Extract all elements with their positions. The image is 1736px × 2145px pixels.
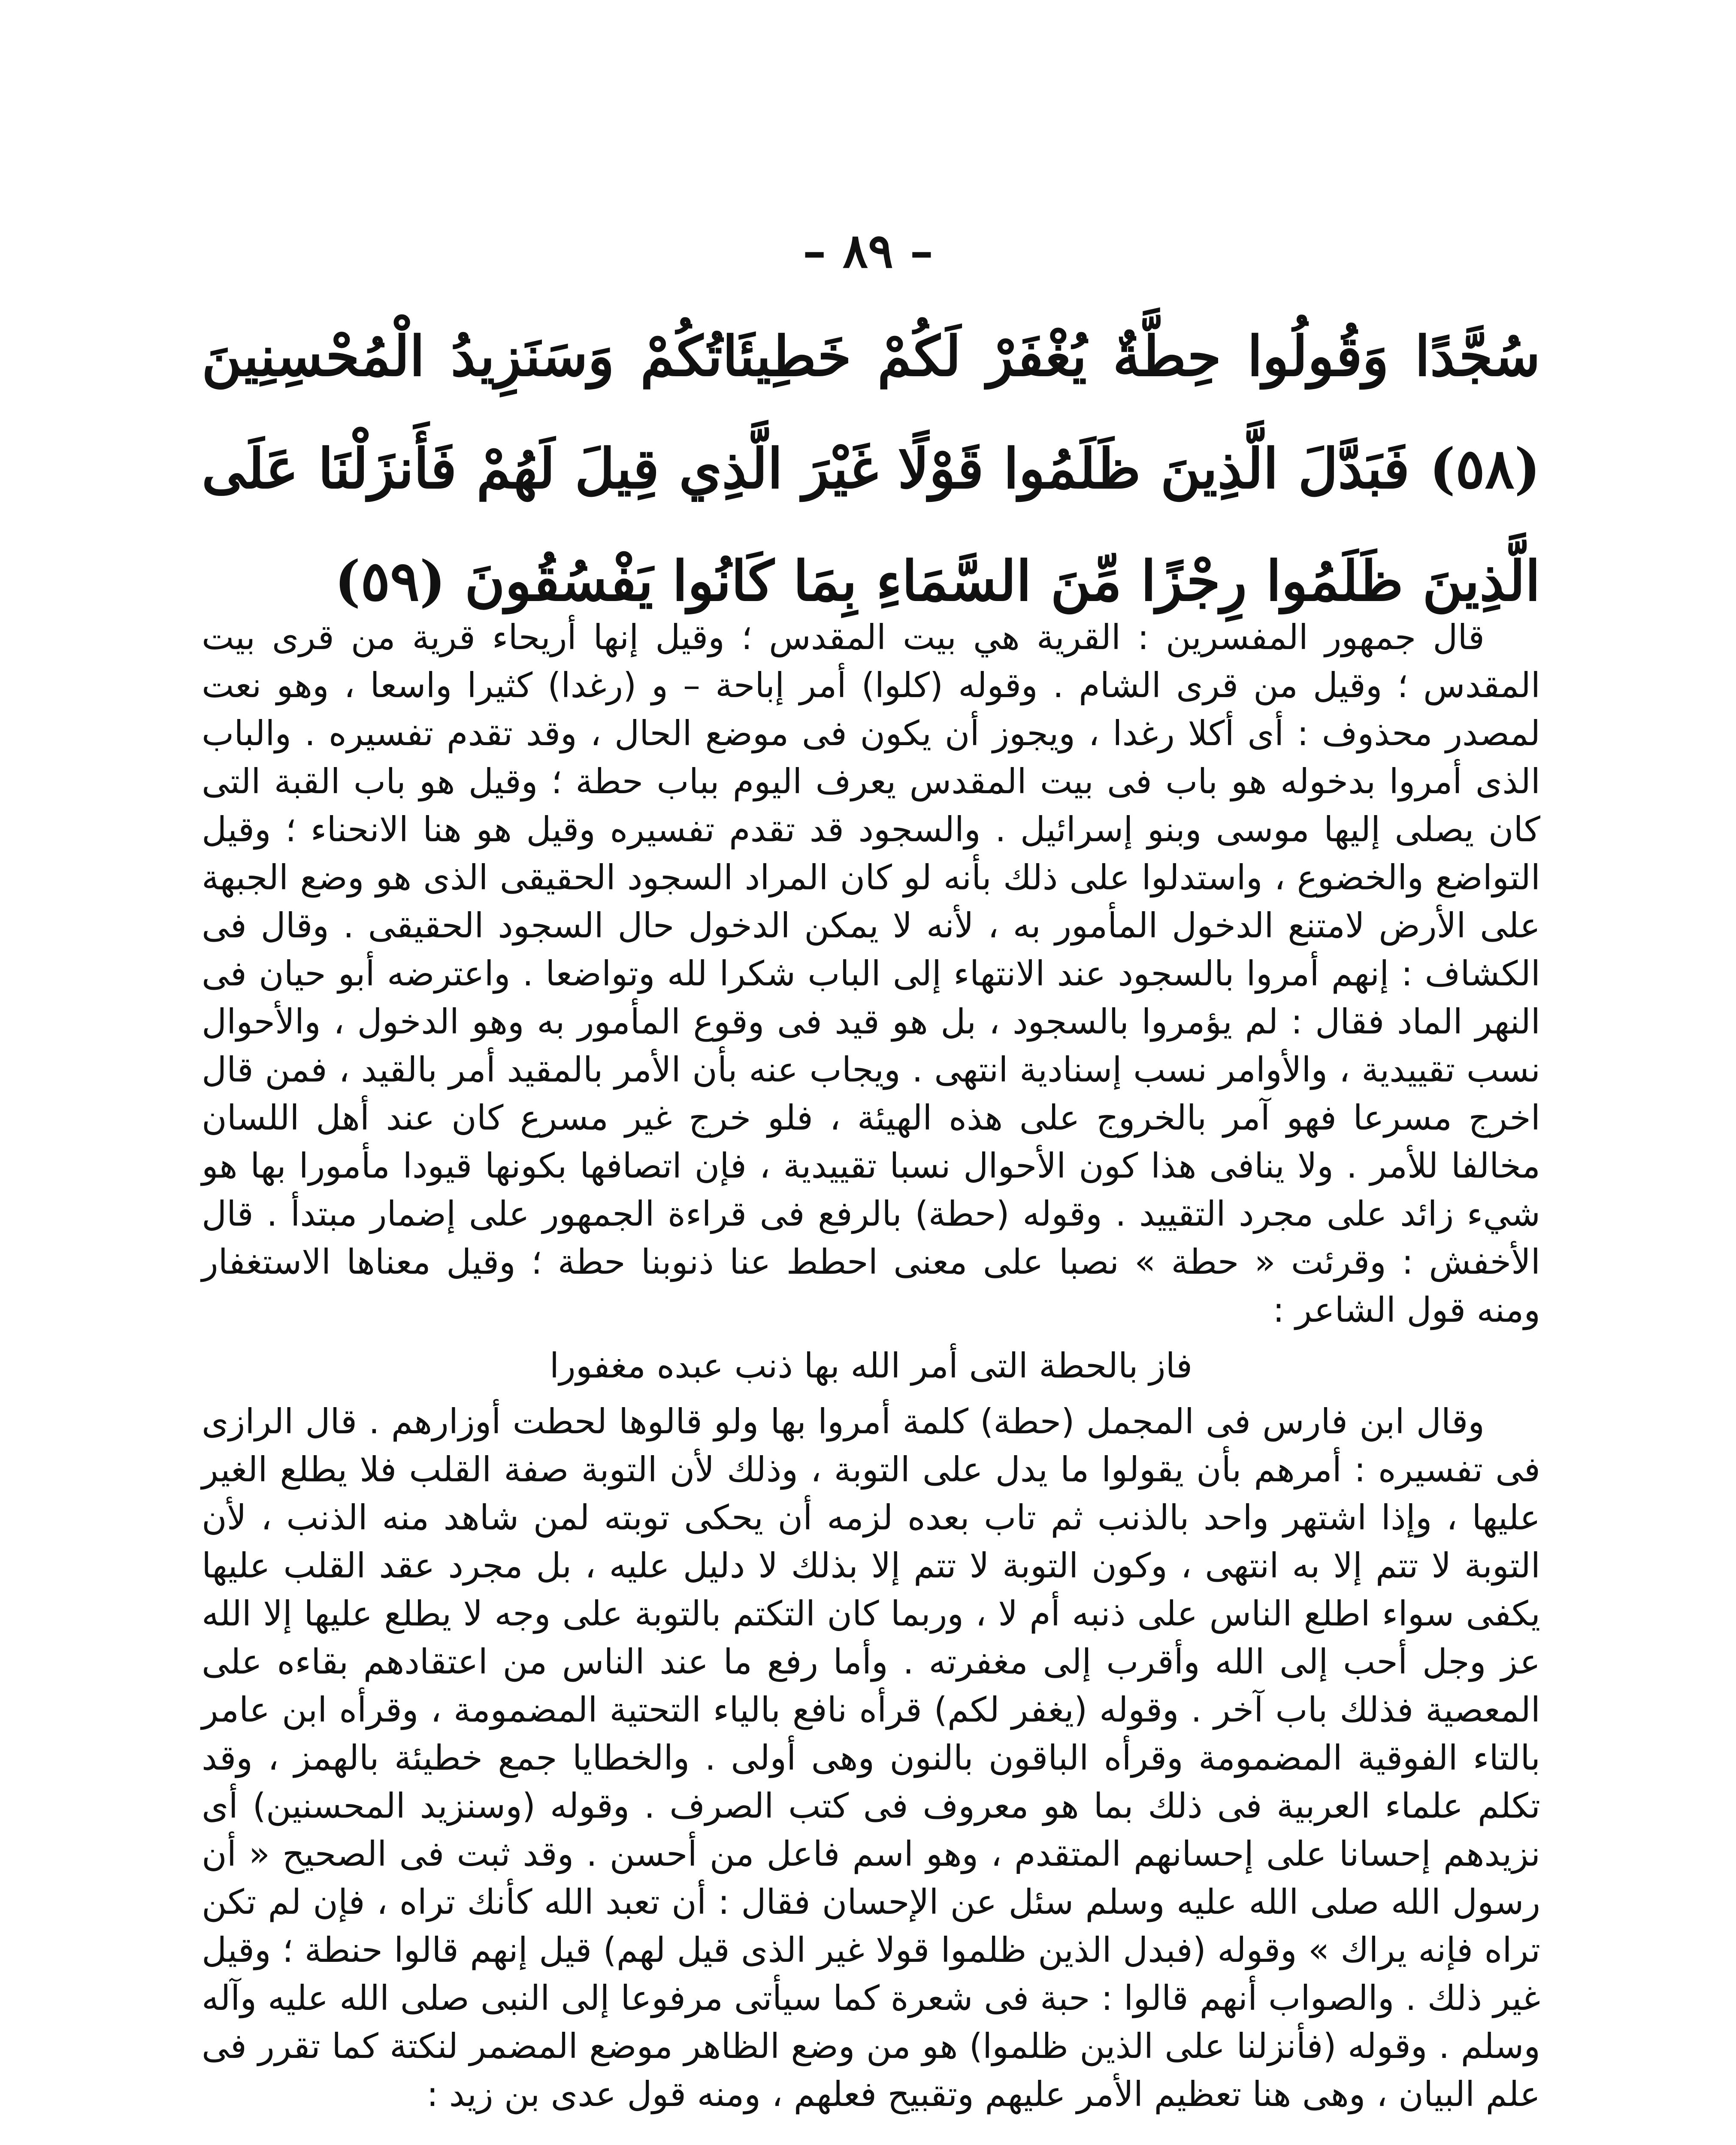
commentary — [202, 613, 1540, 2118]
page-number: – ٨٩ – — [802, 223, 934, 278]
commentary-paragraph: وقال ابن فارس فى المجمل (حطة) كلمة أمروا بها ولو قالوها لحطت أوزارهم . قال الرازى فى تفسيره : أمرهم بأن يقولوا ما يدل على التوبة ، وذلك لأن التوبة صفة القلب فلا يطلع الغير عليها ، وإذا اشتهر واحد بالذنب ثم تاب بعده لزمه أن يحكى توبته لمن شاهد منه الذنب ، لأن التوبة لا تتم إلا به انتهى ، وكون التوبة لا تتم إلا بذلك لا دليل عليه ، بل مجرد عقد القلب عليها يكفى سواء اطلع الناس على ذنبه أم لا ، وربما كان التكتم بالتوبة على وجه لا يطلع عليها إلا الله عز وجل أحب إلى الله وأقرب إلى مغفرته . وأما رفع ما عند الناس من اعتقادهم بقاءه على المعصية فذلك باب آخر . وقوله (يغفر لكم) قرأه نافع بالياء التحتية المضمومة ، وقرأه ابن عامر بالتاء الفوقية المضمومة وقرأه الباقون بالنون وهى أولى . والخطايا جمع خطيئة بالهمز ، وقد تكلم علماء العربية فى ذلك بما هو معروف فى كتب الصرف . وقوله (وسنزيد المحسنين) أى نزيدهم إحسانا على إحسانهم المتقدم ، وهو اسم فاعل من أحسن . وقد ثبت فى الصحيح « أن رسول الله صلى الله عليه وسلم سئل عن الإحسان فقال : أن تعبد الله كأنك تراه ، فإن لم تكن تراه فإنه يراك » وقوله (فبدل الذين ظلموا قولا غير الذى قيل لهم) قيل إنهم قالوا حنطة ؛ وقيل غير ذلك . والصواب أنهم قالوا : حبة فى شعرة كما سيأتى مرفوعا إلى النبى صلى الله عليه وآله وسلم . وقوله (فأنزلنا على الذين ظلموا) هو من وضع الظاهر موضع المضمر لنكتة كما تقرر فى علم البيان ، وهى هنا تعظيم الأمر عليهم وتقبيح فعلهم ، ومنه قول عدى بن زيد : — [202, 1402, 1540, 2114]
quran-verse: سُجَّدًا وَقُولُوا حِطَّةٌ يُغْفَرْ لَكُمْ خَطِيئَاتُكُمْ وَسَنَزِيدُ الْمُحْسِنِينَ (٥٨) فَبَدَّلَ الَّذِينَ ظَلَمُوا قَوْلًا غَيْرَ الَّذِي قِيلَ لَهُمْ فَأَنزَلْنَا عَلَى الَّذِينَ ظَلَمُوا رِجْزًا مِّنَ السَّمَاءِ بِمَا كَانُوا يَفْسُقُونَ (٥٩) — [202, 324, 1540, 613]
commentary-paragraph: قال جمهور المفسرين : القرية هي بيت المقدس ؛ وقيل إنها أريحاء قرية من قرى بيت المقدس ؛ وقيل من قرى الشام . وقوله (كلوا) أمر إباحة – و (رغدا) كثيرا واسعا ، وهو نعت لمصدر محذوف : أى أكلا رغدا ، ويجوز أن يكون فى موضع الحال ، وقد تقدم تفسيره . والباب الذى أمروا بدخوله هو باب فى بيت المقدس يعرف اليوم بباب حطة ؛ وقيل هو باب القبة التى كان يصلى إليها موسى وبنو إسرائيل . والسجود قد تقدم تفسيره وقيل هو هنا الانحناء ؛ وقيل التواضع والخضوع ، واستدلوا على ذلك بأنه لو كان المراد السجود الحقيقى الذى هو وضع الجبهة على الأرض لامتنع الدخول المأمور به ، لأنه لا يمكن الدخول حال السجود الحقيقى . وقال فى الكشاف : إنهم أمروا بالسجود عند الانتهاء إلى الباب شكرا لله وتواضعا . واعترضه أبو حيان فى النهر الماد فقال : لم يؤمروا بالسجود ، بل هو قيد فى وقوع المأمور به وهو الدخول ، والأحوال نسب تقييدية ، والأوامر نسب إسنادية انتهى . ويجاب عنه بأن الأمر بالمقيد أمر بالقيد ، فمن قال اخرج مسرعا فهو آمر بالخروج على هذه الهيئة ، فلو خرج غير مسرع كان عند أهل اللسان مخالفا للأمر . ولا ينافى هذا كون الأحوال نسبا تقييدية ، فإن اتصافها بكونها قيودا مأمورا بها هو شيء زائد على مجرد التقييد . وقوله (حطة) بالرفع فى قراءة الجمهور على إضمار مبتدأ . قال الأخفش : وقرئت « حطة » نصبا على معنى احطط عنا ذنوبنا حطة ؛ وقيل معناها الاستغفار ومنه قول الشاعر : — [202, 617, 1540, 1330]
poem-verse: فاز بالحطة التى أمر الله بها ذنب عبده مغفورا — [549, 1346, 1193, 1386]
